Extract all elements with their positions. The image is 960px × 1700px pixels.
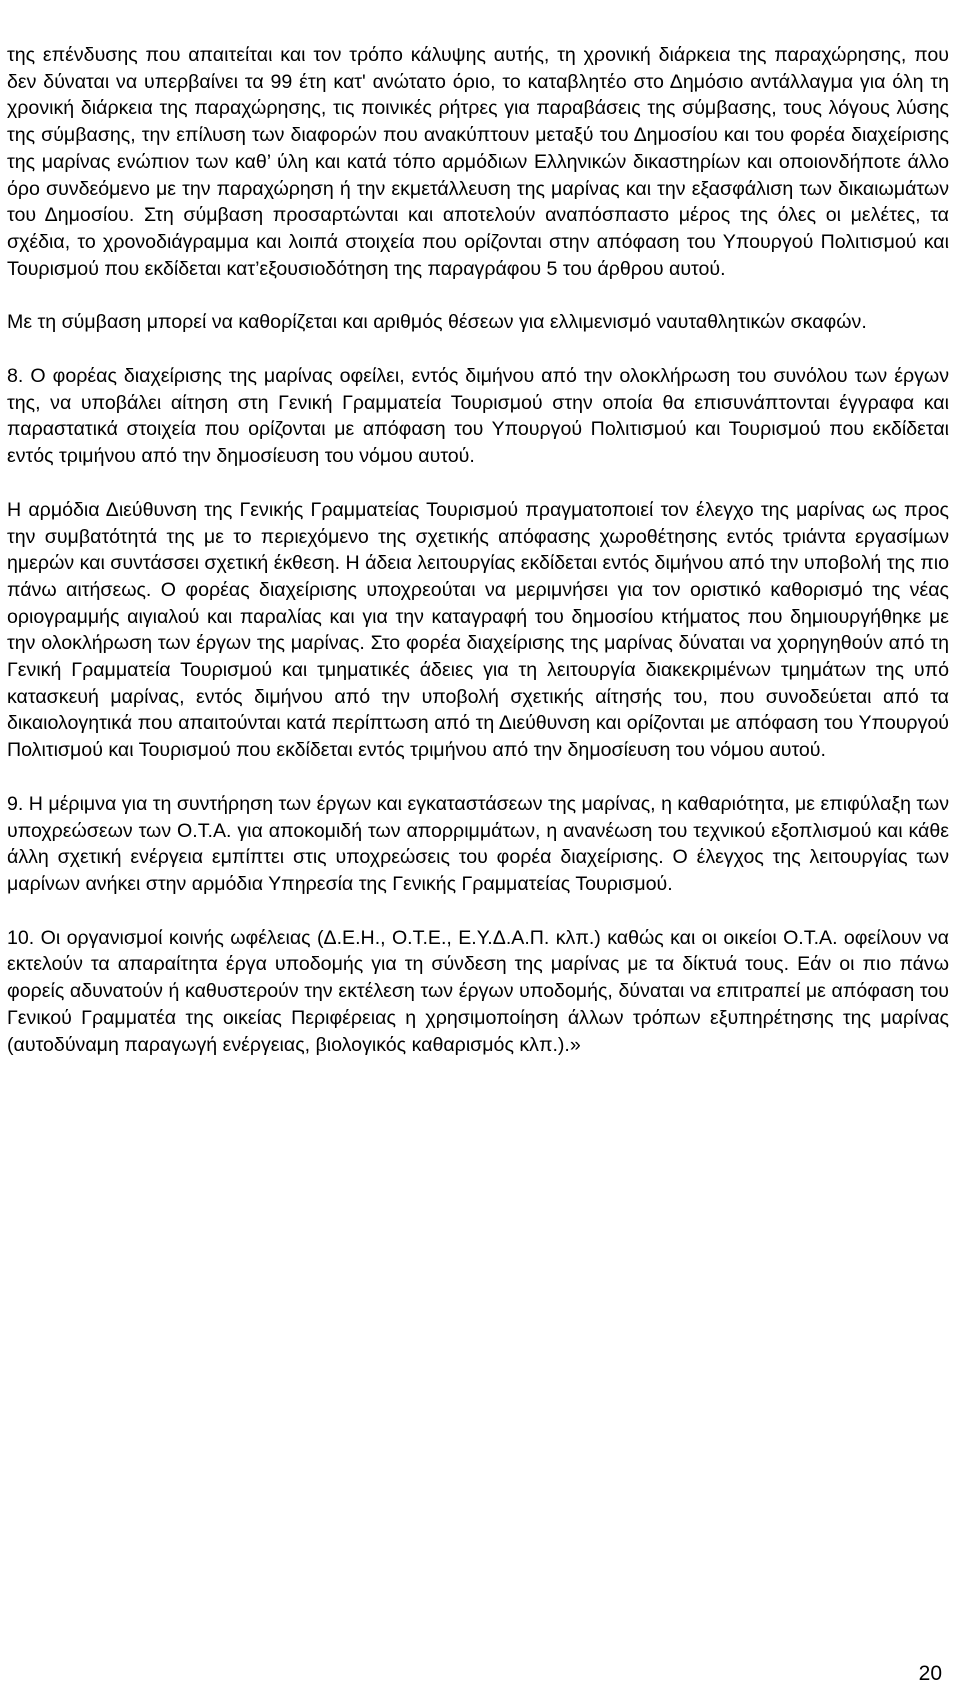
document-page bbox=[7, 42, 949, 1058]
paragraph-section-9: 9. Η μέριμνα για τη συντήρηση των έργων και εγκαταστάσεων της μαρίνας, η καθαριότητα, με επιφύλαξη των υποχρεώσεων των Ο.Τ.Α. για αποκομιδή των απορριμμάτων, η ανανέωση του τεχνικού εξοπλισμού και κάθε άλλη σχετική ενέργεια εμπίπτει στις υποχρεώσεις του φορέα διαχείρισης. Ο έλεγχος της λειτουργίας των μαρίνων ανήκει στην αρμόδια Υπηρεσία της Γενικής Γραμματείας Τουρισμού. bbox=[7, 792, 949, 895]
paragraph-berth-allocation: Με τη σύμβαση μπορεί να καθορίζεται και αριθμός θέσεων για ελλιμενισμό ναυταθλητικών σκαφών. bbox=[7, 311, 867, 334]
paragraph-section-8: 8. Ο φορέας διαχείρισης της μαρίνας οφείλει, εντός διμήνου από την ολοκλήρωση του συνόλου των έργων της, να υποβάλει αίτηση στη Γενική Γραμματεία Τουρισμού στην οποία θα επισυνάπτονται έγγραφα και παραστατικά στοιχεία που ορίζονται με απόφαση του Υπουργού Πολιτισμού και Τουρισμού που εκδίδεται εντός τριμήνου από την δημοσίευση του νόμου αυτού. bbox=[7, 365, 949, 468]
paragraph-inspection-license: Η αρμόδια Διεύθυνση της Γενικής Γραμματείας Τουρισμού πραγματοποιεί τον έλεγχο της μαρίνας ως προς την συμβατότητά της με το περιεχόμενο της σχετικής απόφασης χωροθέτησης εντός τριάντα εργασίμων ημερών και συντάσσει σχετική έκθεση. Η άδεια λειτουργίας εκδίδεται εντός διμήνου από την υποβολή της πιο πάνω αιτήσεως. Ο φορέας διαχείρισης υποχρεούται να μεριμνήσει για τον οριστικό καθορισμό της νέας οριογραμμής αιγιαλού και παραλίας και για την καταγραφή του δημοσίου κτήματος που δημιουργήθηκε με την ολοκλήρωση των έργων της μαρίνας. Στο φορέα διαχείρισης της μαρίνας δύναται να χορηγηθούν από τη Γενική Γραμματεία Τουρισμού και τμηματικές άδειες για τη λειτουργία διακεκριμένων τμημάτων της υπό κατασκευή μαρίνας, εντός διμήνου από την υποβολή σχετικής αίτησής του, που συνοδεύεται από τα δικαιολογητικά που απαιτούνται κατά περίπτωση από τη Διεύθυνση και ορίζονται με απόφαση του Υπουργού Πολιτισμού και Τουρισμού που εκδίδεται εντός τριμήνου από την δημοσίευση του νόμου αυτού. bbox=[7, 498, 949, 762]
paragraph-contract-terms: της επένδυσης που απαιτείται και τον τρόπο κάλυψης αυτής, τη χρονική διάρκεια της παραχώρησης, που δεν δύναται να υπερβαίνει τα 99 έτη κατ' ανώτατο όριο, το καταβλητέο στο Δημόσιο αντάλλαγμα για όλη τη χρονική διάρκεια της παραχώρησης, τις ποινικές ρήτρες για παραβάσεις της σύμβασης, τους λόγους λύσης της σύμβασης, την επίλυση των διαφορών που ανακύπτουν μεταξύ του Δημοσίου και του φορέα διαχείρισης της μαρίνας ενώπιον των καθ’ ύλη και κατά τόπο αρμόδιων Ελληνικών δικαστηρίων και οποιονδήποτε άλλο όρο συνδεόμενο με την παραχώρηση ή την εκμετάλλευση της μαρίνας και την εξασφάλιση των δικαιωμάτων του Δημοσίου. Στη σύμβαση προσαρτώνται και αποτελούν αναπόσπαστο μέρος της όλες οι μελέτες, τα σχέδια, το χρονοδιάγραμμα και λοιπά στοιχεία που ορίζονται στην απόφαση του Υπουργού Πολιτισμού και Τουρισμού που εκδίδεται κατ’εξουσιοδότηση της παραγράφου 5 του άρθρου αυτού. bbox=[7, 44, 949, 280]
paragraph-section-10: 10. Οι οργανισμοί κοινής ωφέλειας (Δ.Ε.Η., Ο.Τ.Ε., Ε.Υ.Δ.Α.Π. κλπ.) καθώς και οι οικείοι Ο.Τ.Α. οφείλουν να εκτελούν τα απαραίτητα έργα υποδομής για τη σύνδεση της μαρίνας με τα δίκτυά τους. Εάν οι πιο πάνω φορείς αδυνατούν ή καθυστερούν την εκτέλεση των έργων υποδομής, δύναται να επιτραπεί με απόφαση του Γενικού Γραμματέα της οικείας Περιφέρειας η χρησιμοποίηση άλλων τρόπων εξυπηρέτησης της μαρίνας (αυτοδύναμη παραγωγή ενέργειας, βιολογικός καθαρισμός κλπ.).» bbox=[7, 926, 949, 1056]
page-number: 20 bbox=[918, 1662, 942, 1685]
